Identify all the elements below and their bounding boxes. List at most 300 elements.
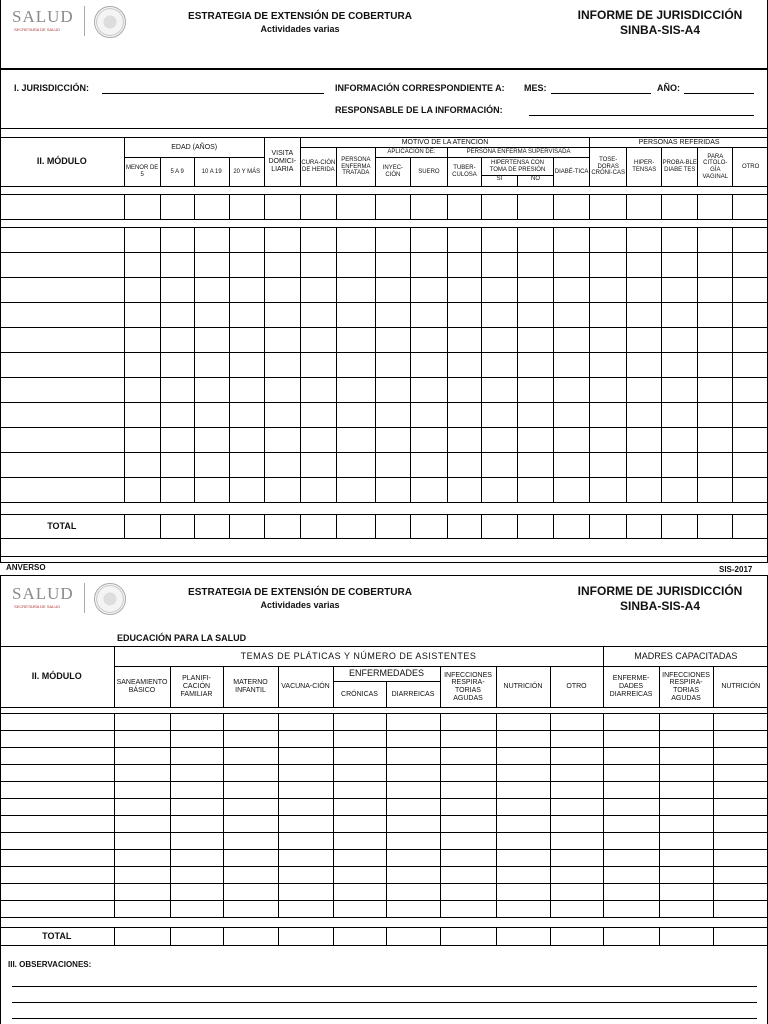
back-entry-cell[interactable] (440, 748, 496, 765)
responsable-field[interactable] (529, 115, 754, 116)
entry-cell[interactable] (336, 353, 375, 378)
entry-cell[interactable] (518, 328, 554, 353)
modulo-cell[interactable] (0, 328, 124, 353)
back-entry-cell[interactable] (170, 867, 223, 884)
entry-cell[interactable] (264, 195, 300, 220)
back-entry-cell[interactable] (278, 782, 333, 799)
entry-cell[interactable] (481, 328, 517, 353)
back-entry-cell[interactable] (659, 816, 713, 833)
entry-cell[interactable] (447, 353, 481, 378)
entry-cell[interactable] (264, 428, 300, 453)
entry-cell[interactable] (590, 428, 627, 453)
entry-cell[interactable] (662, 453, 698, 478)
back-entry-cell[interactable] (550, 833, 603, 850)
back-entry-cell[interactable] (496, 799, 550, 816)
back-entry-cell[interactable] (386, 782, 440, 799)
entry-cell[interactable] (481, 303, 517, 328)
back-entry-cell[interactable] (440, 884, 496, 901)
back-entry-cell[interactable] (440, 765, 496, 782)
entry-cell[interactable] (229, 428, 264, 453)
entry-cell[interactable] (662, 515, 698, 539)
entry-cell[interactable] (518, 278, 554, 303)
back-modulo-cell[interactable] (0, 867, 114, 884)
entry-cell[interactable] (554, 428, 590, 453)
back-entry-cell[interactable] (659, 833, 713, 850)
back-entry-cell[interactable] (223, 833, 278, 850)
modulo-cell[interactable] (0, 278, 124, 303)
back-modulo-cell[interactable] (0, 816, 114, 833)
entry-cell[interactable] (481, 278, 517, 303)
back-entry-cell[interactable] (333, 714, 386, 731)
entry-cell[interactable] (554, 378, 590, 403)
entry-cell[interactable] (554, 253, 590, 278)
entry-cell[interactable] (627, 278, 662, 303)
entry-cell[interactable] (518, 403, 554, 428)
back-entry-cell[interactable] (223, 799, 278, 816)
entry-cell[interactable] (481, 453, 517, 478)
back-entry-cell[interactable] (603, 765, 659, 782)
entry-cell[interactable] (229, 195, 264, 220)
back-entry-cell[interactable] (170, 928, 223, 946)
entry-cell[interactable] (554, 453, 590, 478)
back-entry-cell[interactable] (278, 901, 333, 918)
back-entry-cell[interactable] (333, 901, 386, 918)
back-entry-cell[interactable] (603, 799, 659, 816)
entry-cell[interactable] (194, 253, 229, 278)
back-entry-cell[interactable] (550, 867, 603, 884)
entry-cell[interactable] (447, 195, 481, 220)
entry-cell[interactable] (698, 428, 733, 453)
entry-cell[interactable] (124, 428, 160, 453)
entry-cell[interactable] (194, 378, 229, 403)
back-entry-cell[interactable] (223, 714, 278, 731)
back-entry-cell[interactable] (386, 850, 440, 867)
modulo-cell[interactable] (0, 228, 124, 253)
back-entry-cell[interactable] (496, 928, 550, 946)
back-entry-cell[interactable] (223, 850, 278, 867)
entry-cell[interactable] (662, 378, 698, 403)
back-entry-cell[interactable] (603, 816, 659, 833)
entry-cell[interactable] (518, 253, 554, 278)
entry-cell[interactable] (662, 303, 698, 328)
back-entry-cell[interactable] (114, 765, 170, 782)
entry-cell[interactable] (300, 515, 336, 539)
entry-cell[interactable] (160, 278, 194, 303)
entry-cell[interactable] (300, 303, 336, 328)
entry-cell[interactable] (124, 403, 160, 428)
back-entry-cell[interactable] (333, 765, 386, 782)
back-entry-cell[interactable] (659, 731, 713, 748)
entry-cell[interactable] (447, 228, 481, 253)
entry-cell[interactable] (410, 195, 447, 220)
back-entry-cell[interactable] (386, 714, 440, 731)
back-entry-cell[interactable] (713, 748, 768, 765)
entry-cell[interactable] (264, 515, 300, 539)
back-modulo-cell[interactable] (0, 714, 114, 731)
back-entry-cell[interactable] (440, 799, 496, 816)
entry-cell[interactable] (229, 403, 264, 428)
entry-cell[interactable] (733, 353, 768, 378)
back-entry-cell[interactable] (333, 748, 386, 765)
entry-cell[interactable] (300, 228, 336, 253)
back-entry-cell[interactable] (114, 816, 170, 833)
back-entry-cell[interactable] (603, 901, 659, 918)
entry-cell[interactable] (160, 428, 194, 453)
back-entry-cell[interactable] (550, 748, 603, 765)
back-entry-cell[interactable] (278, 799, 333, 816)
back-entry-cell[interactable] (386, 816, 440, 833)
entry-cell[interactable] (627, 303, 662, 328)
back-entry-cell[interactable] (170, 765, 223, 782)
back-entry-cell[interactable] (114, 748, 170, 765)
back-entry-cell[interactable] (496, 816, 550, 833)
entry-cell[interactable] (194, 453, 229, 478)
back-modulo-cell[interactable] (0, 833, 114, 850)
entry-cell[interactable] (375, 453, 410, 478)
entry-cell[interactable] (336, 253, 375, 278)
back-entry-cell[interactable] (114, 799, 170, 816)
back-entry-cell[interactable] (170, 833, 223, 850)
entry-cell[interactable] (375, 328, 410, 353)
entry-cell[interactable] (733, 478, 768, 503)
back-entry-cell[interactable] (278, 765, 333, 782)
entry-cell[interactable] (336, 278, 375, 303)
entry-cell[interactable] (375, 278, 410, 303)
back-entry-cell[interactable] (114, 884, 170, 901)
entry-cell[interactable] (264, 453, 300, 478)
entry-cell[interactable] (375, 253, 410, 278)
entry-cell[interactable] (264, 253, 300, 278)
back-entry-cell[interactable] (223, 928, 278, 946)
back-entry-cell[interactable] (659, 799, 713, 816)
entry-cell[interactable] (733, 328, 768, 353)
observaciones-line-2[interactable] (12, 1002, 757, 1003)
back-entry-cell[interactable] (333, 850, 386, 867)
entry-cell[interactable] (662, 228, 698, 253)
entry-cell[interactable] (194, 278, 229, 303)
back-entry-cell[interactable] (496, 901, 550, 918)
back-entry-cell[interactable] (603, 867, 659, 884)
entry-cell[interactable] (662, 403, 698, 428)
entry-cell[interactable] (264, 328, 300, 353)
back-entry-cell[interactable] (713, 731, 768, 748)
entry-cell[interactable] (627, 378, 662, 403)
entry-cell[interactable] (336, 403, 375, 428)
entry-cell[interactable] (124, 253, 160, 278)
entry-cell[interactable] (300, 403, 336, 428)
back-entry-cell[interactable] (440, 928, 496, 946)
entry-cell[interactable] (627, 328, 662, 353)
entry-cell[interactable] (698, 378, 733, 403)
entry-cell[interactable] (447, 328, 481, 353)
entry-cell[interactable] (590, 453, 627, 478)
entry-cell[interactable] (733, 453, 768, 478)
entry-cell[interactable] (229, 478, 264, 503)
entry-cell[interactable] (336, 453, 375, 478)
back-entry-cell[interactable] (333, 867, 386, 884)
modulo-cell[interactable] (0, 478, 124, 503)
entry-cell[interactable] (160, 253, 194, 278)
entry-cell[interactable] (194, 515, 229, 539)
back-entry-cell[interactable] (496, 714, 550, 731)
entry-cell[interactable] (698, 515, 733, 539)
back-entry-cell[interactable] (713, 928, 768, 946)
back-entry-cell[interactable] (603, 748, 659, 765)
back-entry-cell[interactable] (713, 714, 768, 731)
entry-cell[interactable] (518, 453, 554, 478)
entry-cell[interactable] (229, 228, 264, 253)
entry-cell[interactable] (590, 403, 627, 428)
entry-cell[interactable] (518, 228, 554, 253)
back-entry-cell[interactable] (114, 901, 170, 918)
back-entry-cell[interactable] (223, 901, 278, 918)
back-entry-cell[interactable] (333, 731, 386, 748)
entry-cell[interactable] (447, 303, 481, 328)
entry-cell[interactable] (264, 303, 300, 328)
entry-cell[interactable] (662, 353, 698, 378)
back-entry-cell[interactable] (713, 833, 768, 850)
entry-cell[interactable] (229, 253, 264, 278)
back-entry-cell[interactable] (223, 867, 278, 884)
entry-cell[interactable] (698, 353, 733, 378)
entry-cell[interactable] (229, 378, 264, 403)
modulo-cell[interactable] (0, 453, 124, 478)
back-entry-cell[interactable] (278, 748, 333, 765)
entry-cell[interactable] (160, 195, 194, 220)
back-entry-cell[interactable] (603, 850, 659, 867)
entry-cell[interactable] (447, 453, 481, 478)
entry-cell[interactable] (264, 228, 300, 253)
entry-cell[interactable] (410, 453, 447, 478)
back-entry-cell[interactable] (223, 731, 278, 748)
entry-cell[interactable] (627, 353, 662, 378)
observaciones-line-3[interactable] (12, 1018, 757, 1019)
entry-cell[interactable] (300, 353, 336, 378)
back-entry-cell[interactable] (386, 867, 440, 884)
back-entry-cell[interactable] (603, 714, 659, 731)
entry-cell[interactable] (447, 403, 481, 428)
entry-cell[interactable] (336, 378, 375, 403)
entry-cell[interactable] (590, 478, 627, 503)
entry-cell[interactable] (733, 278, 768, 303)
back-entry-cell[interactable] (550, 799, 603, 816)
entry-cell[interactable] (300, 195, 336, 220)
back-entry-cell[interactable] (713, 901, 768, 918)
entry-cell[interactable] (410, 228, 447, 253)
entry-cell[interactable] (229, 328, 264, 353)
entry-cell[interactable] (160, 515, 194, 539)
entry-cell[interactable] (160, 228, 194, 253)
back-entry-cell[interactable] (496, 833, 550, 850)
back-modulo-cell[interactable] (0, 850, 114, 867)
back-entry-cell[interactable] (278, 833, 333, 850)
entry-cell[interactable] (264, 403, 300, 428)
back-entry-cell[interactable] (659, 714, 713, 731)
entry-cell[interactable] (124, 378, 160, 403)
back-entry-cell[interactable] (603, 884, 659, 901)
entry-cell[interactable] (627, 453, 662, 478)
entry-cell[interactable] (481, 378, 517, 403)
back-entry-cell[interactable] (713, 816, 768, 833)
entry-cell[interactable] (264, 278, 300, 303)
entry-cell[interactable] (698, 303, 733, 328)
entry-cell[interactable] (518, 303, 554, 328)
entry-cell[interactable] (447, 478, 481, 503)
back-entry-cell[interactable] (386, 765, 440, 782)
back-entry-cell[interactable] (603, 782, 659, 799)
entry-cell[interactable] (160, 303, 194, 328)
back-entry-cell[interactable] (333, 928, 386, 946)
entry-cell[interactable] (375, 403, 410, 428)
back-modulo-cell[interactable] (0, 799, 114, 816)
entry-cell[interactable] (481, 478, 517, 503)
back-entry-cell[interactable] (333, 833, 386, 850)
entry-cell[interactable] (481, 428, 517, 453)
entry-cell[interactable] (410, 403, 447, 428)
entry-cell[interactable] (410, 328, 447, 353)
entry-cell[interactable] (410, 278, 447, 303)
back-entry-cell[interactable] (114, 928, 170, 946)
entry-cell[interactable] (124, 228, 160, 253)
entry-cell[interactable] (698, 453, 733, 478)
modulo-cell[interactable] (0, 195, 124, 220)
back-entry-cell[interactable] (440, 731, 496, 748)
back-entry-cell[interactable] (223, 884, 278, 901)
entry-cell[interactable] (375, 353, 410, 378)
entry-cell[interactable] (410, 303, 447, 328)
back-entry-cell[interactable] (713, 884, 768, 901)
entry-cell[interactable] (590, 328, 627, 353)
back-entry-cell[interactable] (170, 850, 223, 867)
entry-cell[interactable] (481, 195, 517, 220)
back-entry-cell[interactable] (659, 867, 713, 884)
back-entry-cell[interactable] (550, 765, 603, 782)
entry-cell[interactable] (300, 253, 336, 278)
entry-cell[interactable] (410, 378, 447, 403)
back-entry-cell[interactable] (278, 731, 333, 748)
back-entry-cell[interactable] (496, 782, 550, 799)
entry-cell[interactable] (627, 478, 662, 503)
back-entry-cell[interactable] (170, 714, 223, 731)
entry-cell[interactable] (194, 195, 229, 220)
back-entry-cell[interactable] (550, 731, 603, 748)
modulo-cell[interactable] (0, 403, 124, 428)
back-entry-cell[interactable] (278, 884, 333, 901)
back-entry-cell[interactable] (713, 850, 768, 867)
back-entry-cell[interactable] (170, 901, 223, 918)
back-modulo-cell[interactable] (0, 765, 114, 782)
entry-cell[interactable] (662, 478, 698, 503)
entry-cell[interactable] (590, 353, 627, 378)
back-entry-cell[interactable] (440, 901, 496, 918)
entry-cell[interactable] (733, 515, 768, 539)
entry-cell[interactable] (590, 253, 627, 278)
entry-cell[interactable] (518, 478, 554, 503)
back-entry-cell[interactable] (170, 748, 223, 765)
back-entry-cell[interactable] (170, 884, 223, 901)
entry-cell[interactable] (229, 453, 264, 478)
entry-cell[interactable] (264, 478, 300, 503)
back-entry-cell[interactable] (333, 884, 386, 901)
mes-field[interactable] (551, 93, 651, 94)
entry-cell[interactable] (554, 478, 590, 503)
back-entry-cell[interactable] (713, 765, 768, 782)
back-entry-cell[interactable] (386, 901, 440, 918)
entry-cell[interactable] (229, 353, 264, 378)
back-entry-cell[interactable] (550, 850, 603, 867)
entry-cell[interactable] (336, 303, 375, 328)
entry-cell[interactable] (627, 403, 662, 428)
back-entry-cell[interactable] (713, 867, 768, 884)
entry-cell[interactable] (554, 303, 590, 328)
entry-cell[interactable] (194, 328, 229, 353)
entry-cell[interactable] (447, 515, 481, 539)
entry-cell[interactable] (481, 515, 517, 539)
entry-cell[interactable] (160, 478, 194, 503)
back-modulo-cell[interactable] (0, 782, 114, 799)
entry-cell[interactable] (518, 515, 554, 539)
back-entry-cell[interactable] (440, 833, 496, 850)
entry-cell[interactable] (375, 515, 410, 539)
entry-cell[interactable] (447, 278, 481, 303)
entry-cell[interactable] (698, 328, 733, 353)
back-entry-cell[interactable] (496, 850, 550, 867)
back-entry-cell[interactable] (223, 765, 278, 782)
entry-cell[interactable] (481, 253, 517, 278)
back-entry-cell[interactable] (440, 714, 496, 731)
entry-cell[interactable] (194, 353, 229, 378)
back-entry-cell[interactable] (496, 765, 550, 782)
entry-cell[interactable] (554, 228, 590, 253)
entry-cell[interactable] (194, 228, 229, 253)
entry-cell[interactable] (698, 253, 733, 278)
back-entry-cell[interactable] (223, 816, 278, 833)
entry-cell[interactable] (375, 195, 410, 220)
entry-cell[interactable] (375, 478, 410, 503)
entry-cell[interactable] (733, 303, 768, 328)
entry-cell[interactable] (124, 515, 160, 539)
entry-cell[interactable] (447, 428, 481, 453)
back-entry-cell[interactable] (440, 867, 496, 884)
entry-cell[interactable] (124, 478, 160, 503)
entry-cell[interactable] (194, 303, 229, 328)
modulo-cell[interactable] (0, 303, 124, 328)
back-entry-cell[interactable] (114, 850, 170, 867)
entry-cell[interactable] (410, 253, 447, 278)
entry-cell[interactable] (336, 515, 375, 539)
back-entry-cell[interactable] (440, 816, 496, 833)
entry-cell[interactable] (336, 195, 375, 220)
back-modulo-cell[interactable] (0, 731, 114, 748)
entry-cell[interactable] (375, 303, 410, 328)
entry-cell[interactable] (518, 353, 554, 378)
back-entry-cell[interactable] (550, 884, 603, 901)
entry-cell[interactable] (447, 378, 481, 403)
back-entry-cell[interactable] (550, 928, 603, 946)
entry-cell[interactable] (554, 195, 590, 220)
back-entry-cell[interactable] (114, 867, 170, 884)
entry-cell[interactable] (300, 478, 336, 503)
entry-cell[interactable] (627, 428, 662, 453)
entry-cell[interactable] (410, 428, 447, 453)
entry-cell[interactable] (124, 453, 160, 478)
entry-cell[interactable] (481, 353, 517, 378)
entry-cell[interactable] (554, 403, 590, 428)
modulo-cell[interactable] (0, 428, 124, 453)
back-entry-cell[interactable] (550, 714, 603, 731)
entry-cell[interactable] (590, 278, 627, 303)
entry-cell[interactable] (124, 303, 160, 328)
